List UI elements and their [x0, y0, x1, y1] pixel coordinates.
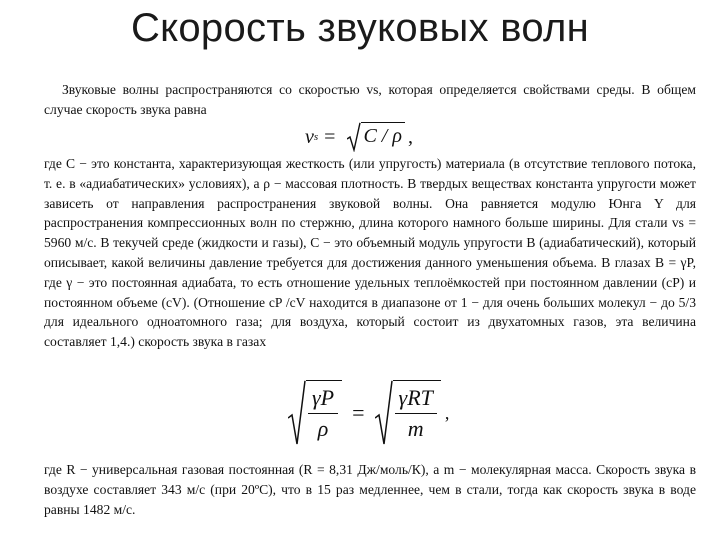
gas-sound-speed-formula — [288, 378, 449, 448]
formula2-right-numerator: γRT — [395, 385, 437, 414]
formula2-left-numerator: γP — [308, 385, 338, 414]
formula2-equals: = — [352, 400, 365, 425]
formula2-left-denominator: ρ — [317, 416, 329, 441]
slide-title: Скорость звуковых волн — [130, 6, 590, 50]
formula1-equals: = — [324, 125, 336, 148]
formula2-left-radical — [288, 380, 342, 446]
radical-sign-icon — [375, 380, 393, 446]
radical-sign-icon — [288, 380, 306, 446]
formula2-comma: , — [444, 402, 450, 423]
footer-paragraph: где R − универсальная газовая постоянная (R = 8,31 Дж/моль/К), а m − молекулярная масса. Скорость звука в воздухе составляет 343 м/с (при 20ºC), что в 15 раз медленнее, чем в стали, тогда как скорость звука в воде равны 1482 м/с. — [44, 462, 696, 517]
intro-paragraph: Звуковые волны распространяются со скоростью vs, которая определяется свойствами среды. В общем случае скорость звука равна — [44, 82, 696, 117]
radical-sign-icon — [347, 122, 361, 152]
formula1-lhs-subscript: s — [313, 131, 319, 143]
formula2-right-fraction — [395, 385, 437, 442]
formula1-radicand: C / ρ — [361, 122, 405, 152]
formula2-right-denominator: m — [407, 416, 424, 441]
explanation-paragraph: где C − это константа, характеризующая жесткость (или упругость) материала (в отсутствие теплового потока, т. е. в «адиабатических» условиях), а ρ − массовая плотность. В твердых веществах константа упругости может зависеть от направления распространения звуковой волны. Она равняется модулю Юнга Y для распространения компрессионных волн по стержню, длина которого намного больше ширины. Для стали vs = 5960 м/с. В текучей среде (жидкости и газы), C − это объемный модуль упругости B (адиабатический), который описывает, какой величины давление требуется для достижения данного уменьшения объема. В глазах B = γP, где γ − это постоянная адиабата, то есть отношение удельных теплоёмкостей при постоянном давлении (cP) и постоянном объеме (cV). (Отношение cP /cV находится в диапазоне от 1 − для очень больших молекул − до 5/3 для идеального одноатомного газа; для воздуха, который состоит из двухатомных газов, эта величина составляет 1,4.) скорость звука в газах — [44, 156, 696, 350]
formula1-lhs: v — [305, 125, 314, 148]
formula2-right-radical — [375, 380, 441, 446]
formula2-left-fraction — [308, 385, 338, 442]
sound-speed-formula — [305, 120, 413, 154]
formula1-radical — [347, 122, 405, 152]
formula1-comma: , — [407, 125, 413, 148]
